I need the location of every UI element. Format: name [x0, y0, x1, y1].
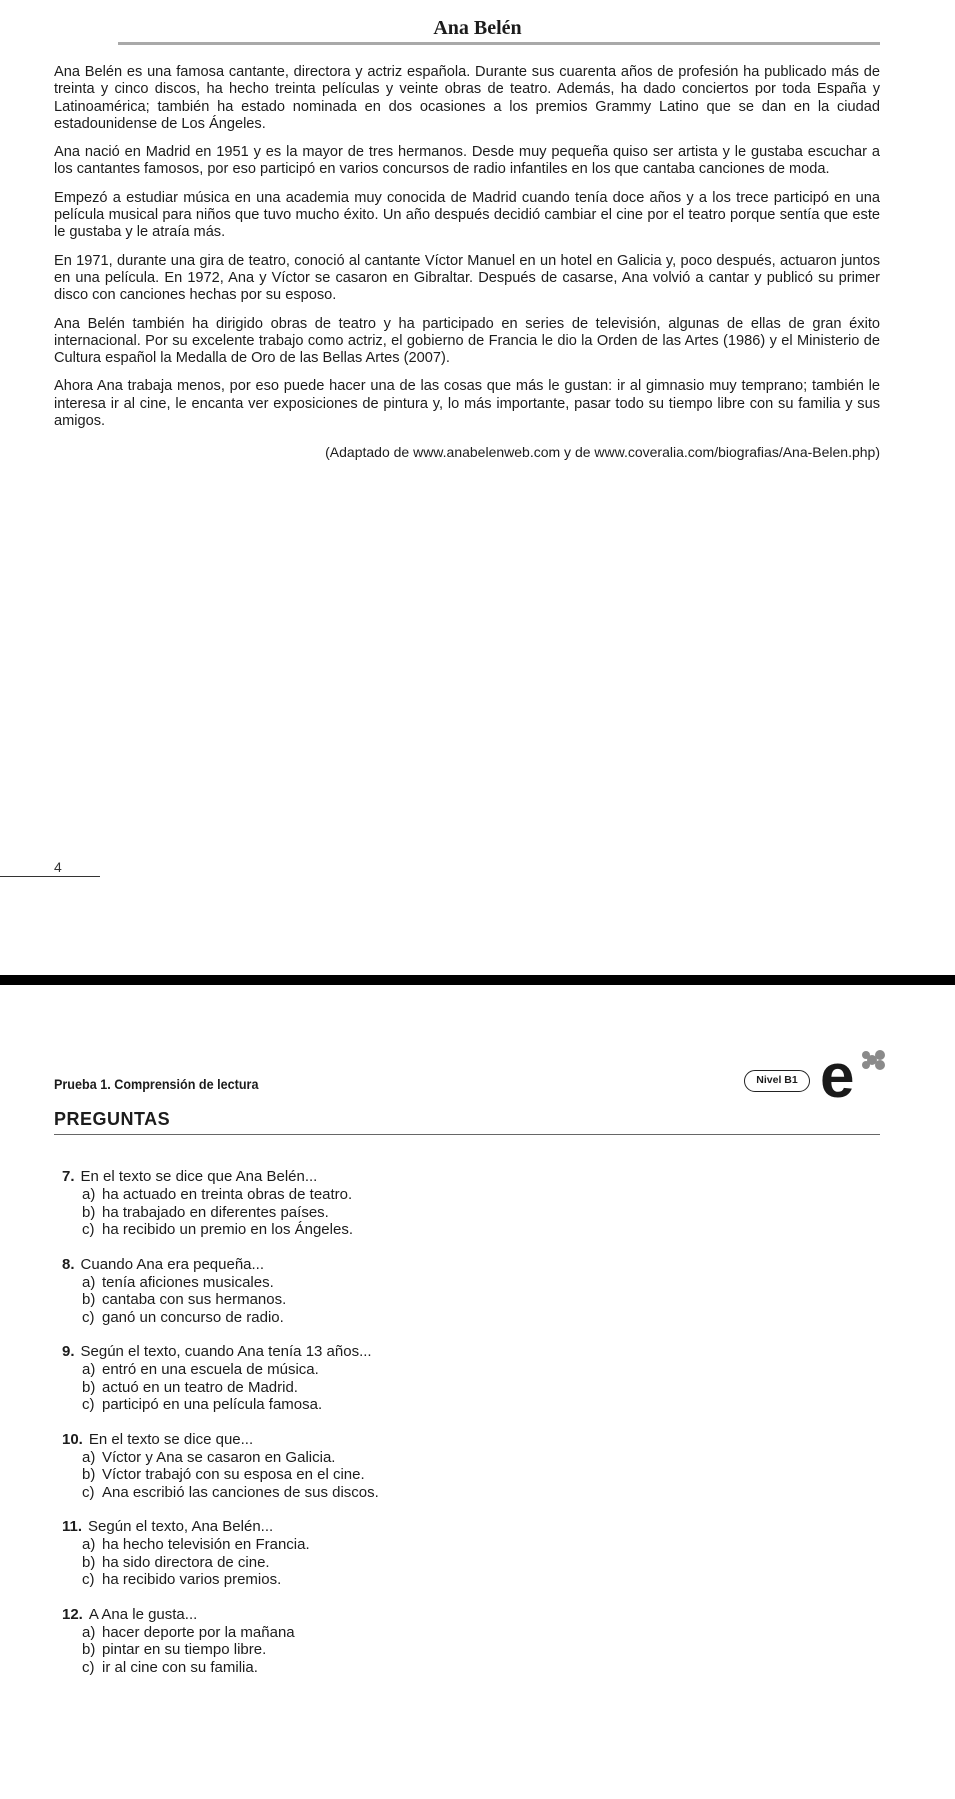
paragraph: Ana nació en Madrid en 1951 y es la mayor de tres hermanos. Desde muy pequeña quiso ser artista y le gustaba escuchar a los cantantes famosos, por eso participó en varios concursos de radio infantiles en los que cantaba canciones de moda. — [54, 144, 880, 178]
question-list — [62, 1167, 862, 1692]
paragraph: Ahora Ana trabaja menos, por eso puede hacer una de las cosas que más le gustan: ir al gimnasio muy temprano; también le interesa ir al cine, le encanta ver exposiciones de pintura y, lo más importante, pasar todo su tiempo libre con su familia y sus amigos. — [54, 378, 880, 430]
section-divider — [54, 1134, 880, 1135]
page-two — [0, 985, 955, 1799]
answer-option: c) ganó un concurso de radio. — [82, 1308, 284, 1326]
answer-option: c) ir al cine con su familia. — [82, 1658, 258, 1676]
answer-option: a) entró en una escuela de música. — [82, 1361, 319, 1378]
answer-option: b) ha trabajado en diferentes países. — [82, 1203, 329, 1221]
question-10: 10. En el texto se dice que... a) Víctor y Ana se casaron en Galicia. b) Víctor trabajó con su esposa en el cine. c) Ana escribió las canciones de sus discos. — [62, 1430, 862, 1502]
question-9: 9. Según el texto, cuando Ana tenía 13 años... a) entró en una escuela de música. b) actuó en un teatro de Madrid. c) participó en una película famosa. — [62, 1342, 862, 1414]
answer-option: b) cantaba con sus hermanos. — [82, 1291, 287, 1308]
answer-option: a) ha hecho televisión en Francia. — [82, 1536, 310, 1553]
logo-letter: e — [820, 1047, 855, 1105]
question-11: 11. Según el texto, Ana Belén... a) ha hecho televisión en Francia. b) ha sido directora de cine. c) ha recibido varios premios. — [62, 1517, 862, 1589]
exam-section-header: Prueba 1. Comprensión de lectura — [54, 1076, 259, 1092]
exam-logo-icon — [818, 1047, 890, 1105]
level-badge: Nivel B1 — [744, 1070, 810, 1092]
paragraph: Ana Belén es una famosa cantante, directora y actriz española. Durante sus cuarenta años de profesión ha publicado más de treinta y cinco discos, ha hecho treinta películas y veinte obras de teatro. Además, ha dado conciertos por toda España y Latinoamérica; también ha estado nominada en dos ocasiones a los premios Grammy Latino que se dan en la ciudad estadounidense de Los Ángeles. — [54, 64, 880, 132]
answer-option: c) participó en una película famosa. — [82, 1396, 323, 1413]
answer-option: c) Ana escribió las canciones de sus discos. — [82, 1483, 379, 1501]
page-number: 4 — [54, 859, 62, 875]
answer-option: a) Víctor y Ana se casaron en Galicia. — [82, 1448, 336, 1466]
answer-option: c) ha recibido varios premios. — [82, 1571, 282, 1588]
paragraph: En 1971, durante una gira de teatro, conoció al cantante Víctor Manuel en un hotel en Galicia y, poco después, actuaron juntos en una película. En 1972, Ana y Víctor se casaron en Gibraltar. Después de casarse, Ana volvió a cantar y publicó su primer disco con canciones hechas por su esposo. — [54, 252, 880, 304]
answer-option: a) tenía aficiones musicales. — [82, 1273, 274, 1291]
answer-option: b) actuó en un teatro de Madrid. — [82, 1378, 298, 1396]
page-number-rule — [0, 876, 100, 877]
paragraph: Ana Belén también ha dirigido obras de teatro y ha participado en series de televisión, algunas de ellas de gran éxito internacional. Por su excelente trabajo como actriz, el gobierno de Francia le dio la Orden de las Artes (1986) y el Ministerio de Cultura español la Medalla de Oro de las Bellas Artes (2007). — [54, 315, 880, 367]
question-8: 8. Cuando Ana era pequeña... a) tenía aficiones musicales. b) cantaba con sus hermanos. c) ganó un concurso de radio. — [62, 1255, 862, 1327]
answer-option: b) ha sido directora de cine. — [82, 1553, 270, 1571]
article-body — [54, 64, 880, 462]
page-title: Ana Belén — [433, 17, 522, 39]
answer-option: b) Víctor trabajó con su esposa en el cine. — [82, 1466, 365, 1483]
question-7: 7. En el texto se dice que Ana Belén... a) ha actuado en treinta obras de teatro. b) ha trabajado en diferentes países. c) ha recibido un premio en los Ángeles. — [62, 1167, 862, 1239]
title-divider — [118, 42, 880, 45]
section-title: PREGUNTAS — [54, 1109, 171, 1129]
answer-option: b) pintar en su tiempo libre. — [82, 1641, 267, 1658]
source-citation: (Adaptado de www.anabelenweb.com y de www.coveralia.com/biografias/Ana-Belen.php) — [325, 444, 880, 461]
answer-option: c) ha recibido un premio en los Ángeles. — [82, 1221, 353, 1238]
answer-option: a) hacer deporte por la mañana — [82, 1623, 295, 1641]
paragraph: Empezó a estudiar música en una academia muy conocida de Madrid cuando tenía doce años y a los trece participó en una película musical para niños que tuvo mucho éxito. Un año después decidió cambiar el cine por el teatro porque sentía que este le gustaba y le atraía más. — [54, 189, 880, 241]
answer-option: a) ha actuado en treinta obras de teatro. — [82, 1186, 353, 1203]
question-12: 12. A Ana le gusta... a) hacer deporte por la mañana b) pintar en su tiempo libre. c) ir al cine con su familia. — [62, 1605, 862, 1677]
